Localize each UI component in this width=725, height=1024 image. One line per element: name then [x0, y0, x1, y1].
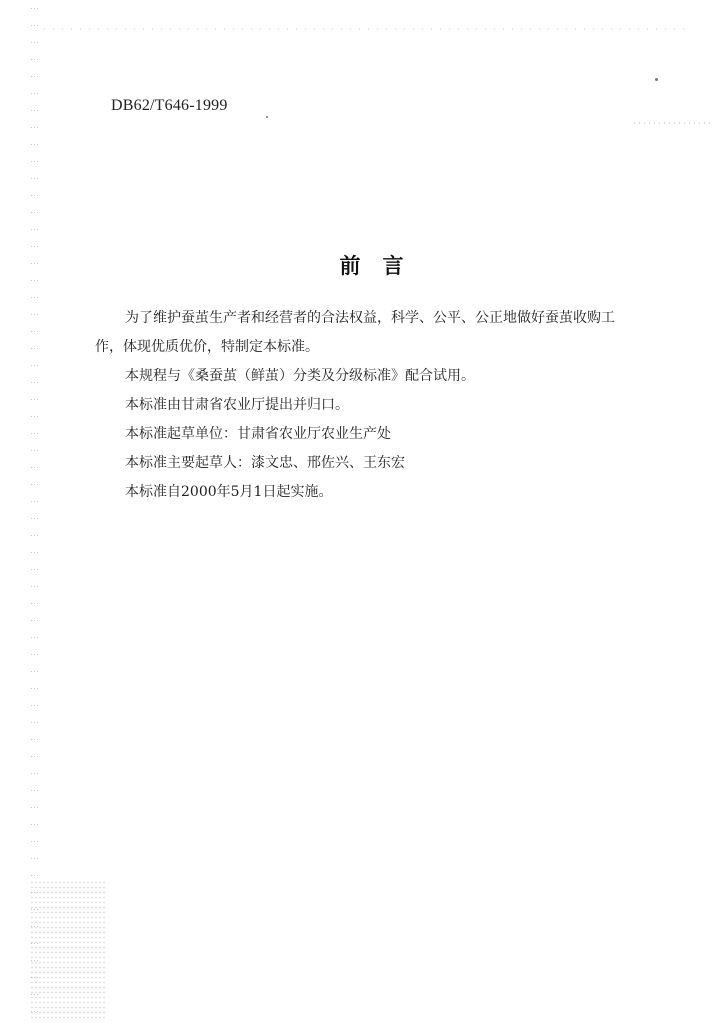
paragraph-purpose: 为了维护蚕茧生产者和经营者的合法权益，科学、公平、公正地做好蚕茧收购工作，体现优质优价，特制定本标准。 — [95, 310, 615, 355]
scan-speck — [266, 116, 268, 118]
paragraph-drafters: 本标准主要起草人：漆文忠、邢佐兴、王东宏 — [125, 455, 405, 471]
scan-noise-bottom-corner — [30, 880, 105, 1020]
scan-speck — [655, 78, 658, 81]
scan-noise-left-edge — [30, 0, 40, 1024]
foreword-body — [95, 304, 640, 507]
document-code: DB62/T646-1999 — [111, 97, 228, 114]
scan-noise-top-edge — [40, 28, 690, 30]
page-title: 前言 — [339, 253, 426, 278]
paragraph-drafting-unit: 本标准起草单位：甘肃省农业厅农业生产处 — [125, 426, 391, 442]
paragraph-effective-date: 本标准自2000年5月1日起实施。 — [125, 484, 333, 500]
scan-noise-right-mark — [632, 122, 712, 124]
paragraph-proposer: 本标准由甘肃省农业厅提出并归口。 — [125, 397, 349, 413]
paragraph-usage: 本规程与《桑蚕茧（鲜茧）分类及分级标准》配合试用。 — [125, 368, 475, 384]
